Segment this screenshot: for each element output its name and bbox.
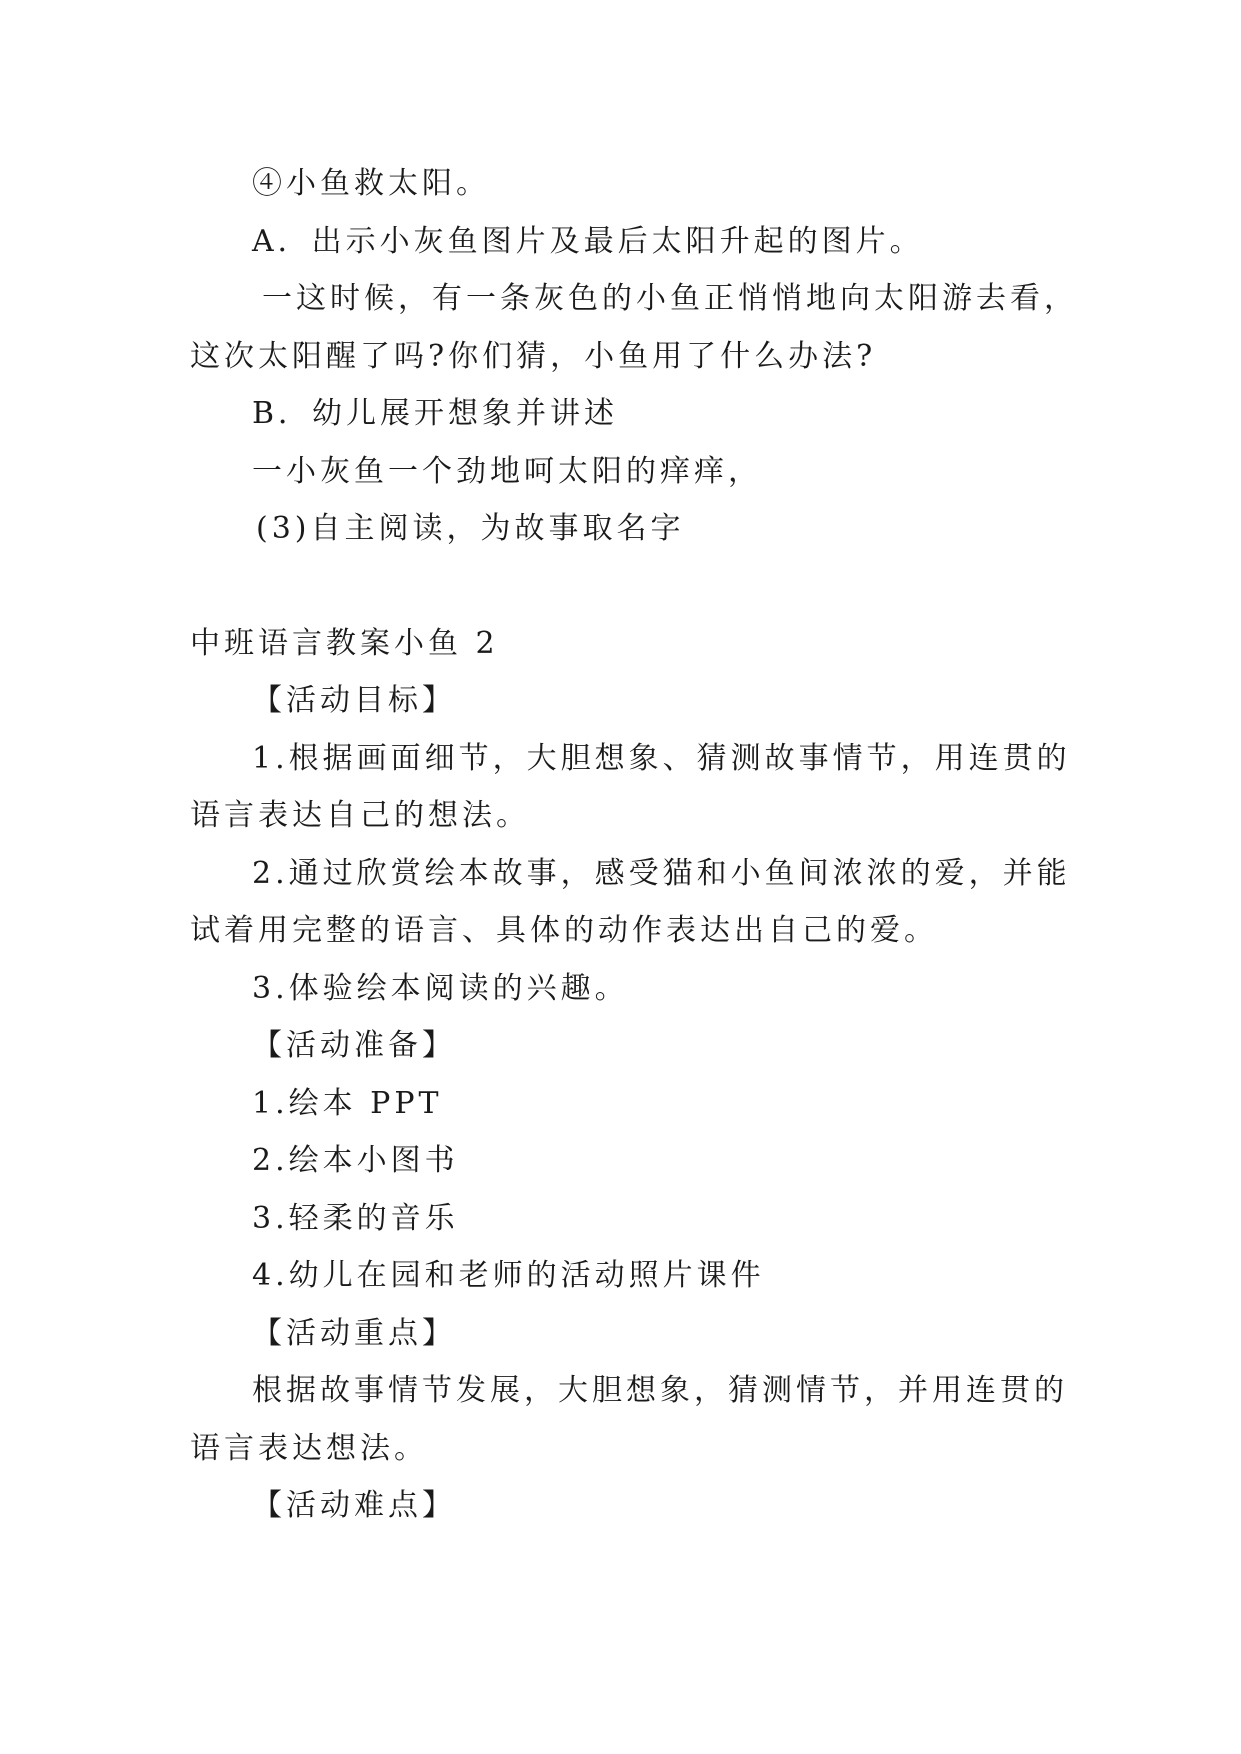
paragraph-independent-reading: (3)自主阅读，为故事取名字 — [256, 511, 685, 546]
paragraph-grey-fish-line2: 这次太阳醒了吗?你们猜，小鱼用了什么办法? — [190, 339, 877, 374]
focus-line1: 根据故事情节发展，大胆想象，猜测情节，并用连贯的 — [252, 1373, 1068, 1408]
goal-1-line1: 1.根据画面细节，大胆想象、猜测故事情节，用连贯的 — [252, 741, 1071, 776]
heading-activity-focus: 【活动重点】 — [252, 1316, 456, 1351]
prep-1: 1.绘本 PPT — [252, 1086, 443, 1121]
paragraph-show-pictures: A．出示小灰鱼图片及最后太阳升起的图片。 — [252, 224, 924, 259]
prep-2: 2.绘本小图书 — [252, 1143, 459, 1178]
heading-activity-goals: 【活动目标】 — [252, 683, 456, 718]
goal-1-line2: 语言表达自己的想法。 — [190, 798, 530, 833]
goal-3: 3.体验绘本阅读的兴趣。 — [252, 971, 629, 1006]
heading-activity-difficulty: 【活动难点】 — [252, 1488, 456, 1523]
heading-activity-prep: 【活动准备】 — [252, 1028, 456, 1063]
section-title: 中班语言教案小鱼 2 — [190, 626, 499, 661]
goal-2-line2: 试着用完整的语言、具体的动作表达出自己的爱。 — [190, 913, 938, 948]
paragraph-fish-saves-sun: ④小鱼救太阳。 — [252, 166, 490, 201]
paragraph-imagine-narrate: B．幼儿展开想象并讲述 — [252, 396, 619, 431]
prep-4: 4.幼儿在园和老师的活动照片课件 — [252, 1258, 765, 1293]
paragraph-grey-fish-line1: 一这时候，有一条灰色的小鱼正悄悄地向太阳游去看， — [262, 281, 1078, 316]
prep-3: 3.轻柔的音乐 — [252, 1201, 459, 1236]
paragraph-tickle-sun: 一小灰鱼一个劲地呵太阳的痒痒， — [252, 454, 762, 489]
focus-line2: 语言表达想法。 — [190, 1431, 428, 1466]
goal-2-line1: 2.通过欣赏绘本故事，感受猫和小鱼间浓浓的爱，并能 — [252, 856, 1071, 891]
